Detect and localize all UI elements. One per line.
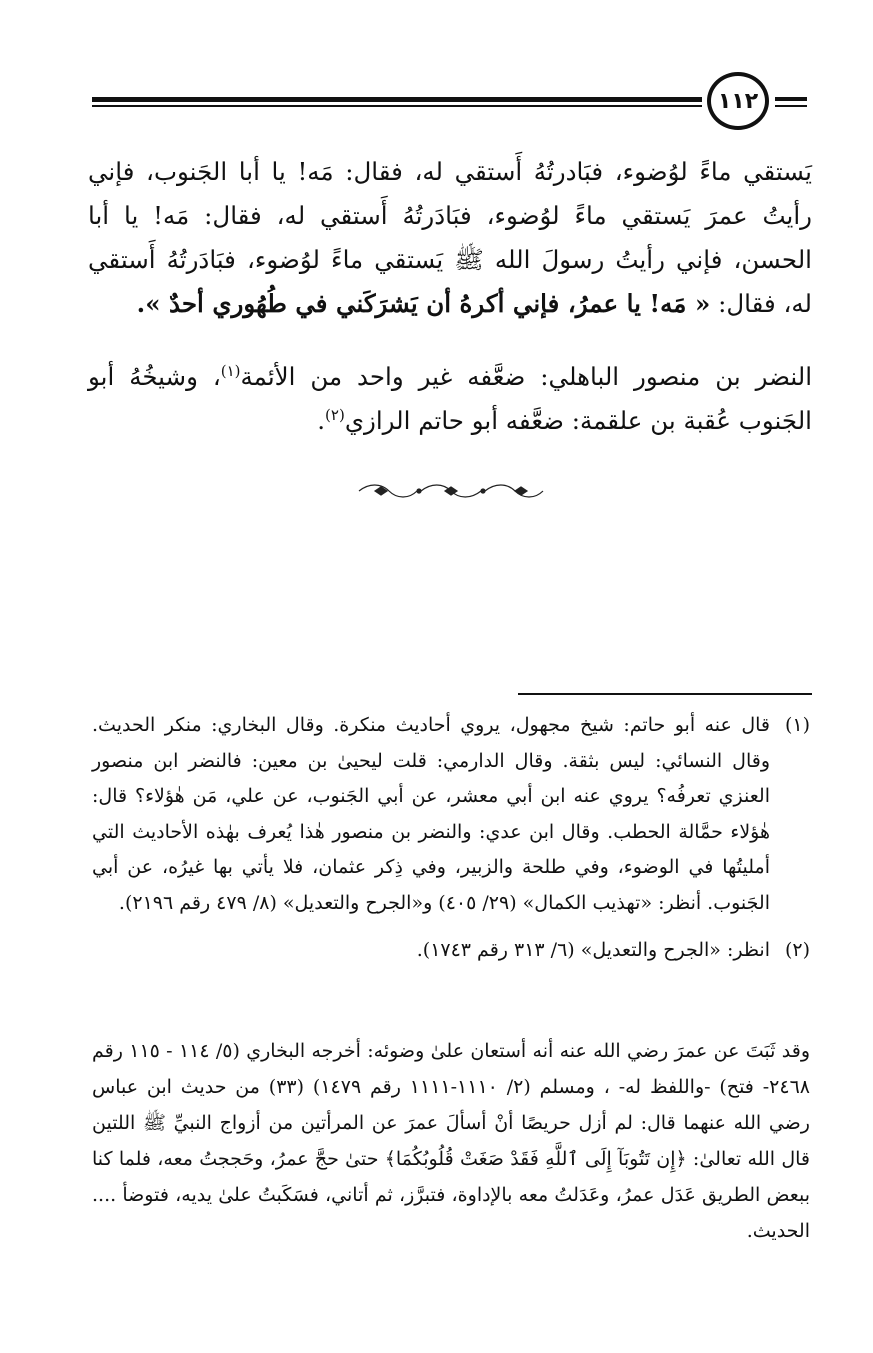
- narrators-text-1: النضر بن منصور الباهلي: ضعَّفه غير واحد من الأئمة: [240, 362, 813, 391]
- footnotes: [92, 708, 810, 969]
- prophetic-quote: « مَه! يا عمرُ، فإني أكرهُ أن يَشرَكَني في طُهُوري أحدٌ ».: [136, 289, 711, 318]
- additional-note: وقد ثَبَتَ عن عمرَ رضي الله عنه أنه أستعان علىٰ وضوئه: أخرجه البخاري (٥/ ١١٤ - ١١٥ رقم ٢٤٦٨- فتح) -واللفظ له- ، ومسلم (٢/ ١١١٠-١١١١ رقم ١٤٧٩) (٣٣) من حديث ابن عباس رضي الله عنهما قال: لم أزل حريصًا أنْ أسألَ عمرَ عن المرأتين من أزواج النبيِّ ﷺ اللتين قال الله تعالىٰ: ﴿إِن تَتُوبَآ إِلَى ٱللَّهِ فَقَدْ صَغَتْ قُلُوبُكُمَا﴾ حتىٰ حجَّ عمرُ، وحَججتُ معه، فلما كنا ببعض الطريق عَدَل عمرُ، وعَدَلتُ معه بالإداوة، فتبرَّز، ثم أتاني، فسَكَبتُ علىٰ يديه، فتوضأ .... الحديث.: [92, 1040, 810, 1242]
- narrators-text-end: .: [317, 406, 326, 435]
- footnote-text: انظر: «الجرح والتعديل» (٦/ ٣١٣ رقم ١٧٤٣).: [416, 939, 770, 961]
- header-rule-thin: [92, 105, 702, 107]
- footnote-2: [92, 933, 810, 969]
- header-rule-thick: [92, 97, 702, 102]
- page-number-badge: [707, 72, 769, 130]
- header-rule-right-thin: [775, 105, 807, 107]
- footnote-marker: (١): [784, 714, 810, 736]
- footnote-marker: (٢): [784, 939, 810, 961]
- ornament-divider: [355, 480, 547, 502]
- narration-paragraph: [88, 150, 812, 326]
- footnote-1: [92, 708, 810, 921]
- header-rule-right-thick: [775, 97, 807, 101]
- footnote-text: قال عنه أبو حاتم: شيخ مجهول، يروي أحاديث منكرة. وقال البخاري: منكر الحديث. وقال النسائي: ليس بثقة. وقال الدارمي: قلت ليحيىٰ بن معين: فالنضر ابن منصور العنزي تعرفُه؟ يروي عنه ابن أبي معشر، عن أبي الجَنوب، عن علي، مَن هٰؤلاء؟ قال: هٰؤلاء حمَّالة الحطب. وقال ابن عدي: والنضر بن منصور هٰذا يُعرف بهٰذه الأحاديث التي أمليتُها في الوضوء، وفي طلحة والزبير، وفي ذِكر عثمان، فلا يأتي بها غيرُه، عن أبي الجَنوب. أنظر: «تهذيب الكمال» (٢٩/ ٤٠٥) و«الجرح والتعديل» (٨/ ٤٧٩ رقم ٢١٩٦).: [92, 714, 770, 914]
- page-number: ١١٢: [717, 88, 759, 114]
- narration-text: يَستقي ماءً لوُضوء، فبَادرتُهُ أَستقي له، فقال: مَه! يا أبا الجَنوب، فإني رأيتُ عمرَ يَستقي ماءً لوُضوء، فبَادَرتُهُ أَستقي له، فقال: مَه! يا أبا الحسن، فإني رأيتُ رسولَ الله ﷺ يَستقي ماءً لوُضوء، فبَادَرتُهُ أَستقي له، فقال:: [88, 157, 812, 318]
- footnote-separator: [518, 693, 812, 695]
- footnote-ref-1[interactable]: (١): [220, 361, 241, 380]
- footnote-ref-2[interactable]: (٢): [325, 405, 345, 424]
- narrators-text-2: ، وشيخُهُ أبو الجَنوب عُقبة بن علقمة: ضعَّفه أبو حاتم الرازي: [88, 362, 812, 435]
- narrators-paragraph: [88, 355, 812, 443]
